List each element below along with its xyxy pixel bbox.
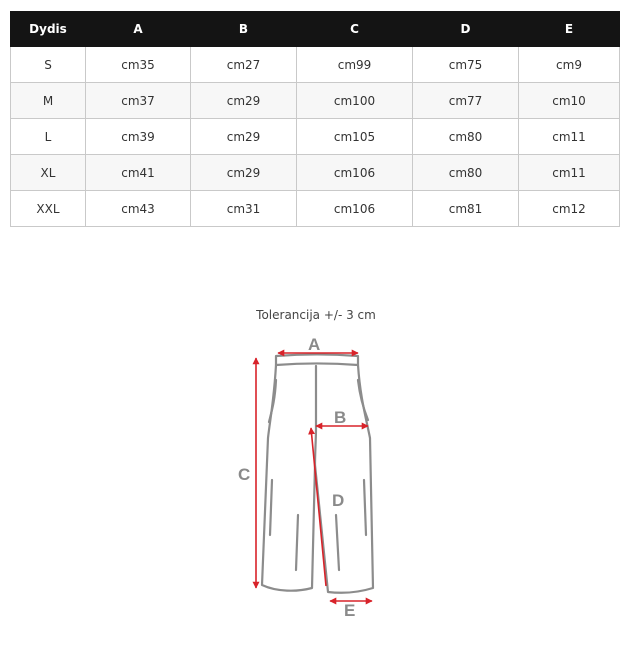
header-b: B (191, 12, 297, 47)
table-row (11, 191, 620, 227)
table-cell: L (11, 119, 86, 155)
label-b: B (334, 408, 347, 427)
table-header-row (11, 12, 620, 47)
table-cell: cm77 (413, 83, 519, 119)
tolerance-note: Tolerancija +/- 3 cm (256, 308, 376, 322)
table-cell: cm29 (191, 155, 297, 191)
pants-outline (262, 355, 373, 593)
table-cell: cm29 (191, 119, 297, 155)
table-cell: cm105 (297, 119, 413, 155)
table-cell: cm39 (86, 119, 191, 155)
table-cell: cm11 (519, 155, 620, 191)
table-cell: cm99 (297, 47, 413, 83)
label-d: D (332, 491, 345, 510)
label-e: E (344, 601, 356, 620)
table-cell: cm81 (413, 191, 519, 227)
table-cell: cm29 (191, 83, 297, 119)
size-table (10, 11, 620, 227)
header-d: D (413, 12, 519, 47)
table-row (11, 119, 620, 155)
table-row (11, 47, 620, 83)
header-e: E (519, 12, 620, 47)
table-cell: XL (11, 155, 86, 191)
label-a: A (308, 335, 321, 354)
table-cell: cm27 (191, 47, 297, 83)
table-cell: cm10 (519, 83, 620, 119)
table-cell: S (11, 47, 86, 83)
table-cell: cm75 (413, 47, 519, 83)
table-cell: cm31 (191, 191, 297, 227)
table-cell: cm11 (519, 119, 620, 155)
table-cell: cm37 (86, 83, 191, 119)
table-cell: XXL (11, 191, 86, 227)
header-c: C (297, 12, 413, 47)
table-cell: cm80 (413, 155, 519, 191)
table-cell: cm100 (297, 83, 413, 119)
header-size: Dydis (11, 12, 86, 47)
table-cell: cm106 (297, 191, 413, 227)
pants-measurement-diagram (232, 330, 402, 620)
table-cell: M (11, 83, 86, 119)
table-cell: cm43 (86, 191, 191, 227)
table-cell: cm9 (519, 47, 620, 83)
table-row (11, 155, 620, 191)
table-cell: cm41 (86, 155, 191, 191)
table-cell: cm12 (519, 191, 620, 227)
table-cell: cm106 (297, 155, 413, 191)
table-cell: cm35 (86, 47, 191, 83)
table-row (11, 83, 620, 119)
table-cell: cm80 (413, 119, 519, 155)
label-c: C (238, 465, 251, 484)
header-a: A (86, 12, 191, 47)
